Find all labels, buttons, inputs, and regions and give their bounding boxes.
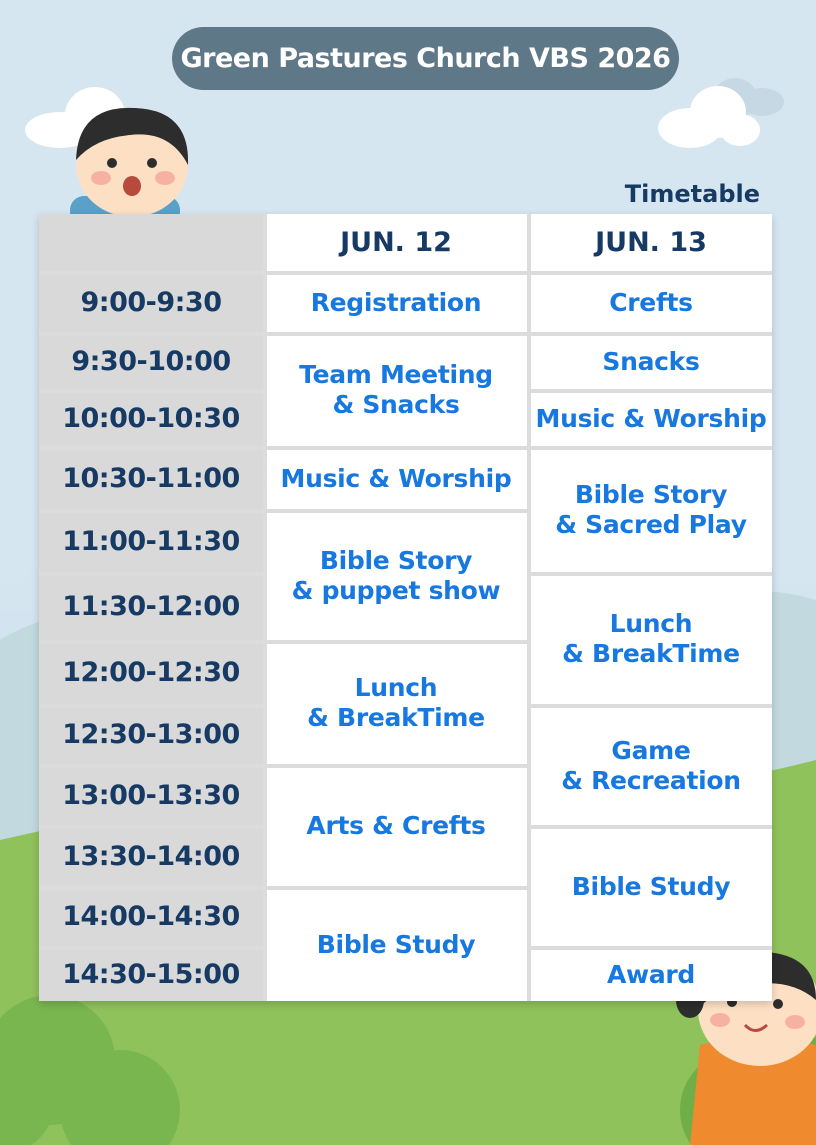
- time-slot: 10:30-11:00: [62, 462, 240, 494]
- activity-jun13: Music & Worship: [535, 403, 767, 433]
- row-divider: [530, 389, 772, 393]
- column-header-jun12: JUN. 12: [340, 226, 452, 258]
- activity-jun12: Lunch & BreakTime: [307, 673, 485, 732]
- time-slot: 14:30-15:00: [62, 958, 240, 990]
- column-header-jun13: JUN. 13: [595, 226, 707, 258]
- time-slot: 11:30-12:00: [62, 591, 240, 622]
- activity-jun12: Arts & Crefts: [306, 811, 486, 840]
- timetable-label: Timetable: [624, 180, 760, 208]
- activity-jun13: Snacks: [602, 346, 700, 376]
- row-divider: [265, 764, 527, 768]
- row-divider: [530, 825, 772, 829]
- time-slot: 14:00-14:30: [62, 901, 240, 932]
- row-divider: [39, 764, 263, 768]
- timetable: [39, 214, 772, 1001]
- activity-jun13: Bible Story & Sacred Play: [555, 480, 747, 539]
- row-divider: [39, 825, 263, 829]
- row-divider: [530, 332, 772, 336]
- row-divider: [39, 946, 263, 950]
- time-slot: 13:00-13:30: [62, 779, 240, 811]
- time-slot: 9:30-10:00: [71, 345, 231, 377]
- row-divider: [39, 446, 263, 450]
- time-slot: 9:00-9:30: [80, 286, 222, 318]
- activity-jun12: Registration: [310, 287, 482, 317]
- time-slot: 12:30-13:00: [62, 719, 240, 750]
- row-divider: [530, 572, 772, 576]
- row-divider: [39, 572, 263, 576]
- row-divider: [39, 271, 772, 275]
- page-title: Green Pastures Church VBS 2026: [172, 27, 679, 90]
- activity-jun13: Game & Recreation: [561, 735, 741, 795]
- row-divider: [530, 946, 772, 950]
- row-divider: [265, 332, 527, 336]
- activity-jun13: Lunch & BreakTime: [562, 609, 740, 668]
- time-slot: 12:00-12:30: [62, 657, 240, 688]
- row-divider: [39, 332, 263, 336]
- column-header-time: [39, 214, 263, 271]
- activity-jun13: Award: [606, 959, 696, 989]
- row-divider: [39, 509, 263, 513]
- row-divider: [265, 886, 527, 890]
- activity-jun12: Bible Story & puppet show: [291, 545, 501, 605]
- row-divider: [39, 704, 263, 708]
- row-divider: [39, 389, 263, 393]
- time-slot: 13:30-14:00: [62, 840, 240, 872]
- activity-jun12: Bible Study: [316, 929, 476, 959]
- time-slot: 11:00-11:30: [62, 525, 240, 557]
- row-divider: [265, 446, 527, 450]
- activity-jun12: Team Meeting & Snacks: [299, 360, 493, 419]
- activity-jun13: Bible Study: [571, 871, 731, 901]
- boy-illustration: [70, 108, 188, 226]
- row-divider: [39, 886, 263, 890]
- row-divider: [265, 640, 527, 644]
- row-divider: [39, 640, 263, 644]
- activity-jun13: Crefts: [609, 287, 693, 317]
- row-divider: [265, 509, 527, 513]
- activity-jun12: Music & Worship: [280, 463, 512, 493]
- row-divider: [530, 446, 772, 450]
- row-divider: [530, 704, 772, 708]
- time-slot: 10:00-10:30: [62, 402, 240, 434]
